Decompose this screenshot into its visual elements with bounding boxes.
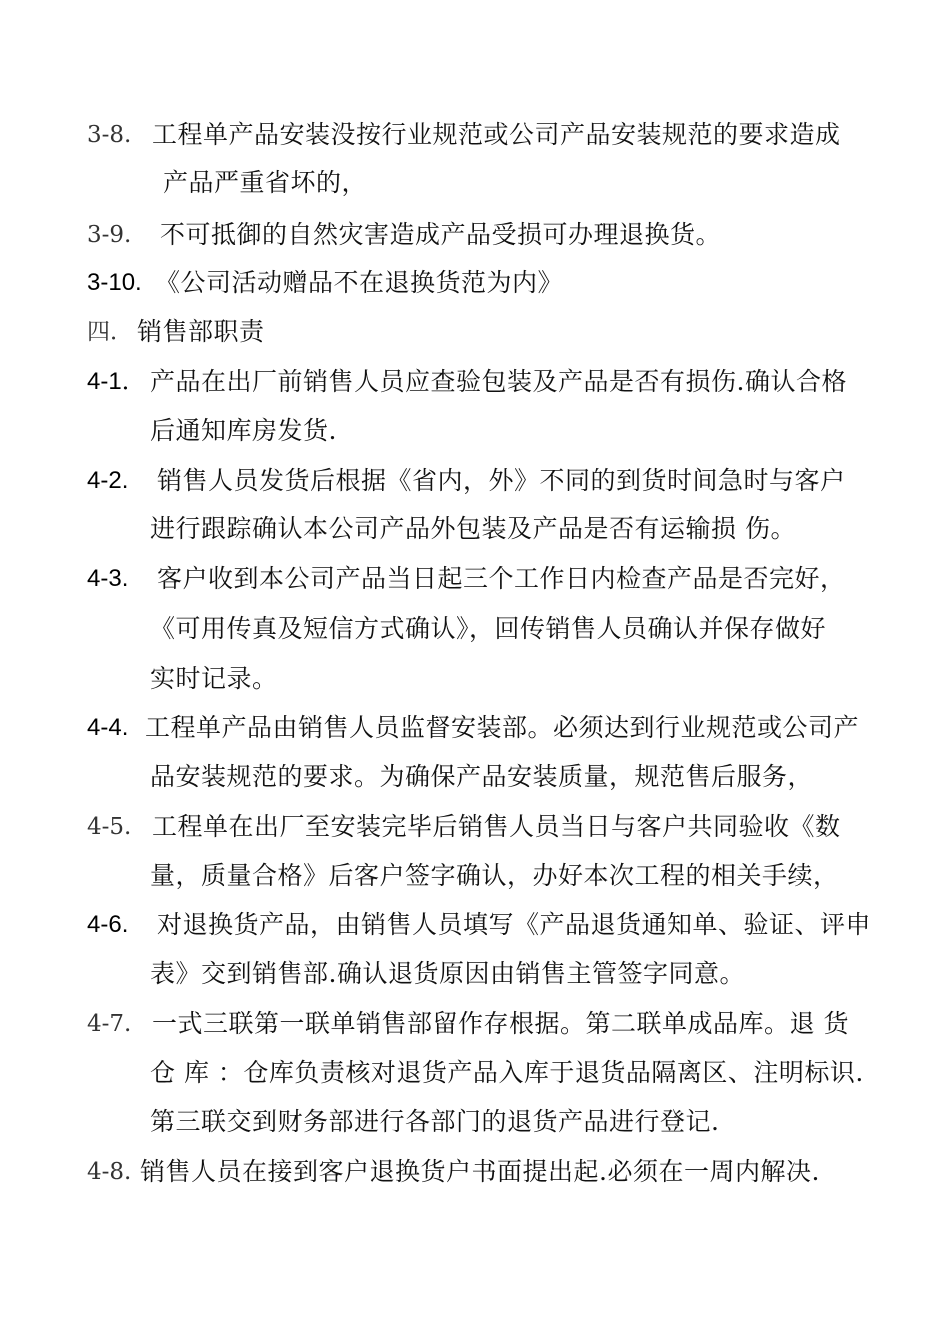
clause-number: 3-9. <box>87 222 132 248</box>
section-title: 销售部职责 <box>137 317 265 346</box>
clause-text-line: 进行跟踪确认本公司产品外包装及产品是否有运输损 伤。 <box>150 514 796 543</box>
clause-number: 3-8. <box>87 122 132 148</box>
clause-text-line: 销售人员发货后根据《省内，外》不同的到货时间急时与客户 <box>157 466 846 495</box>
clause-number: 4-2. <box>87 467 129 494</box>
clause-text-line: 实时记录。 <box>150 664 278 693</box>
clause-text-line: 工程单在出厂至安装完毕后销售人员当日与客户共同验收《数 <box>152 812 841 841</box>
clause-number: 4-8. <box>87 1159 132 1185</box>
clause-number: 4-7. <box>87 1011 132 1037</box>
clause-text-line: 一式三联第一联单销售部留作存根据。第二联单成品库。退 货 <box>152 1009 849 1038</box>
clause-text-line: 工程单产品安装没按行业规范或公司产品安装规范的要求造成 <box>152 120 841 149</box>
clause-text-line: 不可抵御的自然灾害造成产品受损可办理退换货。 <box>160 220 722 249</box>
clause-text-line: 销售人员在接到客户退换货户书面提出起.必须在一周内解决. <box>140 1157 820 1186</box>
clause-text-line: 对退换货产品，由销售人员填写《产品退货通知单、验证、评申 <box>157 910 872 939</box>
clause-text-line: 《公司活动赠品不在退换货范为内》 <box>155 268 564 297</box>
clause-text-line: 品安装规范的要求。为确保产品安装质量，规范售后服务， <box>150 762 814 791</box>
clause-text-line: 表》交到销售部.确认退货原因由销售主管签字同意。 <box>150 959 745 988</box>
section-number: 四． <box>87 319 133 345</box>
clause-text-line: 量，质量合格》后客户签字确认，办好本次工程的相关手续， <box>150 861 839 890</box>
clause-text-line: 仓 库 ：仓库负责核对退货产品入库于退货品隔离区、注明标识. <box>150 1058 864 1087</box>
clause-number: 4-4. <box>87 714 129 741</box>
clause-text-line: 产品在出厂前销售人员应查验包装及产品是否有损伤.确认合格 <box>150 367 847 396</box>
clause-number: 4-3. <box>87 565 129 592</box>
clause-number: 3-10. <box>87 269 142 296</box>
clause-number: 4-1． <box>87 368 146 395</box>
clause-text-line: 客户收到本公司产品当日起三个工作日内检查产品是否完好， <box>157 564 846 593</box>
clause-text-line: 产品严重省坏的， <box>163 168 368 197</box>
clause-text-line: 第三联交到财务部进行各部门的退货产品进行登记. <box>150 1107 720 1136</box>
clause-text-line: 《可用传真及短信方式确认》，回传销售人员确认并保存做好 <box>150 614 827 643</box>
clause-number: 4-5. <box>87 814 132 840</box>
clause-text-line: 后通知库房发货. <box>150 416 337 445</box>
clause-text-line: 工程单产品由销售人员监督安装部。必须达到行业规范或公司产 <box>145 713 860 742</box>
clause-number: 4-6. <box>87 911 129 938</box>
